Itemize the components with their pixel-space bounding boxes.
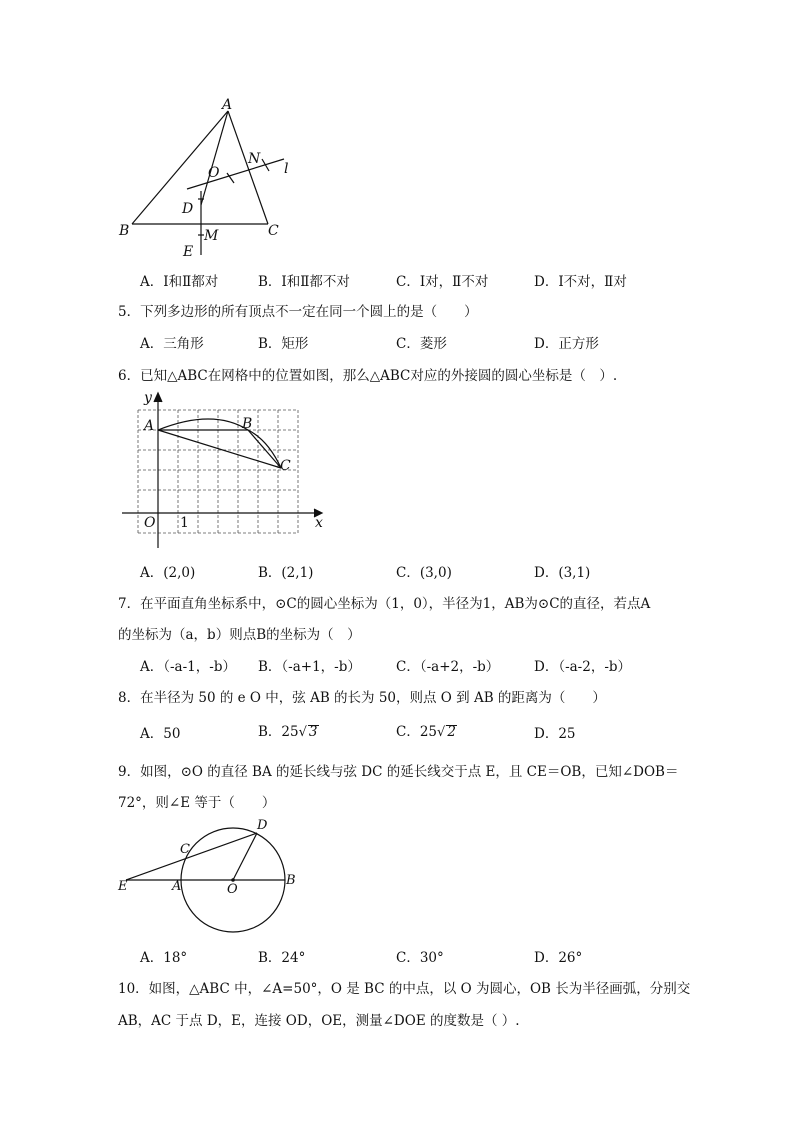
q8-option-d[interactable]: D．25 — [534, 726, 576, 742]
q7-stem-line2: 的坐标为（a，b）则点B的坐标为（ ） — [118, 627, 361, 643]
label-x: x — [315, 515, 323, 531]
q7-stem-line1: 7．在平面直角坐标系中，⊙C的圆心坐标为（1，0），半径为1，AB为⊙C的直径，若点A — [118, 596, 651, 612]
q4-option-b[interactable]: B．Ⅰ和Ⅱ都不对 — [258, 274, 350, 290]
q8-option-b[interactable] — [258, 720, 319, 740]
q5-stem: 5．下列多边形的所有顶点不一定在同一个圆上的是（ ） — [118, 304, 478, 320]
side-ac — [228, 111, 268, 224]
label-a: A — [172, 879, 182, 894]
q5-option-d[interactable]: D．正方形 — [534, 336, 599, 352]
q10-stem-line2: AB，AC 于点 D，E，连接 OD，OE，测量∠DOE 的度数是（ ）. — [118, 1013, 520, 1029]
label-n: N — [248, 151, 261, 167]
q7-option-a[interactable]: A．（-a-1，-b） — [140, 659, 236, 675]
label-e: E — [118, 879, 128, 894]
q6-option-a[interactable]: A．(2,0) — [140, 565, 196, 581]
label-a: A — [222, 97, 233, 113]
label-a: A — [144, 418, 155, 434]
q5-option-c[interactable]: C．菱形 — [396, 336, 447, 352]
q8-option-c-radicand: 2 — [447, 724, 456, 740]
q10-stem-line1: 10．如图，△ABC 中，∠A=50°，O 是 BC 的中点，以 O 为圆心，OB 长为半径画弧，分别交 — [118, 981, 691, 997]
label-o: O — [227, 882, 238, 897]
q4-option-d[interactable]: D．Ⅰ不对，Ⅱ对 — [534, 274, 627, 290]
label-b: B — [286, 873, 296, 888]
q8-stem: 8．在半径为 50 的 e O 中，弦 AB 的长为 50，则点 O 到 AB 的距离为（ ） — [118, 690, 606, 706]
circumcircle-arc — [158, 419, 281, 468]
q7-option-c[interactable]: C．（-a+2，-b） — [396, 659, 500, 675]
label-o: O — [208, 165, 220, 181]
line-l — [187, 159, 284, 189]
q4-figure — [112, 95, 302, 265]
label-y: y — [144, 390, 152, 406]
q4-option-a[interactable]: A．Ⅰ和Ⅱ都对 — [140, 274, 219, 290]
q9-option-a[interactable]: A．18° — [140, 950, 188, 966]
line-ad — [201, 111, 228, 205]
q8-option-c[interactable] — [396, 720, 457, 740]
q6-option-c[interactable]: C．(3,0) — [396, 565, 452, 581]
label-d: D — [257, 818, 268, 833]
line-ed — [126, 833, 257, 880]
label-b: B — [242, 416, 253, 432]
q6-option-d[interactable]: D．(3,1) — [534, 565, 591, 581]
q9-stem-line1: 9．如图，⊙O 的直径 BA 的延长线与弦 DC 的延长线交于点 E，且 CE＝OB，已知∠DOB＝ — [118, 764, 679, 780]
q9-circle-figure — [114, 815, 304, 935]
label-b: B — [119, 223, 130, 239]
q6-option-b[interactable]: B．(2,1) — [258, 565, 314, 581]
sqrt-icon: √ — [298, 725, 307, 740]
q9-option-b[interactable]: B．24° — [258, 950, 306, 966]
q9-option-c[interactable]: C．30° — [396, 950, 444, 966]
sqrt-icon: √ — [437, 725, 446, 740]
label-c: C — [268, 223, 279, 239]
q4-option-c[interactable]: C．Ⅰ对，Ⅱ不对 — [396, 274, 489, 290]
q8-option-c-prefix: C．25 — [396, 724, 438, 740]
q7-option-d[interactable]: D．（-a-2，-b） — [534, 659, 632, 675]
label-m: M — [204, 228, 219, 244]
q9-option-d[interactable]: D．26° — [534, 950, 583, 966]
label-e: E — [183, 244, 194, 260]
q5-option-a[interactable]: A．三角形 — [140, 336, 204, 352]
label-c: C — [280, 458, 291, 474]
q9-stem-line2: 72°，则∠E 等于（ ） — [118, 795, 276, 811]
q8-option-b-prefix: B．25 — [258, 724, 299, 740]
segment-ac — [158, 430, 281, 468]
label-c: C — [180, 842, 190, 857]
q7-option-b[interactable]: B．（-a+1，-b） — [258, 659, 361, 675]
q6-stem: 6．已知△ABC在网格中的位置如图，那么△ABC对应的外接圆的圆心坐标是（ ）. — [118, 368, 618, 384]
q6-grid-figure — [118, 388, 333, 553]
label-d: D — [182, 201, 194, 217]
q8-option-a[interactable]: A．50 — [140, 726, 181, 742]
q8-option-b-radicand: 3 — [308, 724, 318, 740]
label-origin: O — [144, 515, 156, 531]
q5-option-b[interactable]: B．矩形 — [258, 336, 309, 352]
label-one: 1 — [180, 515, 189, 531]
label-l: l — [284, 161, 289, 177]
